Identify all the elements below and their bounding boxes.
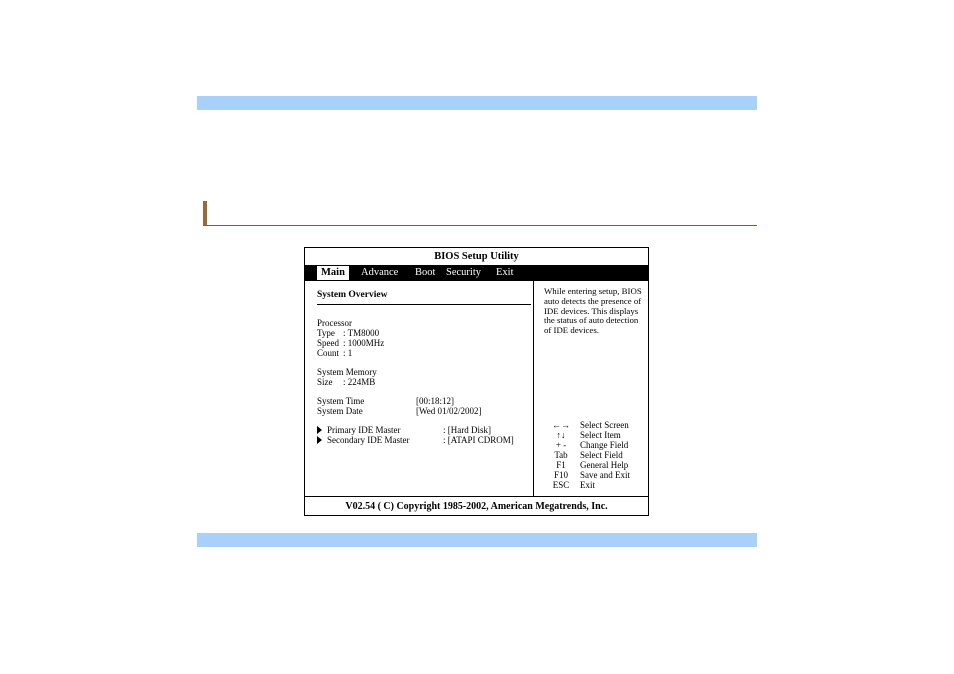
triangle-right-icon <box>317 426 322 434</box>
key-f10: F10 <box>553 470 568 480</box>
up-down-arrows-icon: ↑↓ <box>556 430 566 440</box>
top-color-band <box>197 96 757 110</box>
primary-ide-label[interactable]: Primary IDE Master <box>327 425 401 435</box>
speed-label: Speed <box>317 338 339 348</box>
date-label: System Date <box>317 406 363 416</box>
date-value[interactable]: [Wed 01/02/2002] <box>416 406 482 416</box>
key-desc-select-field: Select Field <box>580 450 623 460</box>
secondary-ide-value: : [ATAPI CDROM] <box>443 435 514 445</box>
type-label: Type <box>317 328 335 338</box>
processor-heading: Processor <box>317 318 352 328</box>
key-esc: ESC <box>552 480 570 490</box>
overview-title: System Overview <box>317 290 388 300</box>
section-divider <box>203 225 757 226</box>
key-f1: F1 <box>556 460 566 470</box>
bios-screenshot <box>304 247 649 516</box>
menu-advance[interactable]: Advance <box>361 267 399 278</box>
size-label: Size <box>317 377 333 387</box>
count-value: : 1 <box>343 348 353 358</box>
key-desc-change-field: Change Field <box>580 440 629 450</box>
bottom-color-band <box>197 533 757 547</box>
section-marker <box>203 201 207 226</box>
key-desc-save-exit: Save and Exit <box>580 470 630 480</box>
key-plus-minus: + - <box>555 440 567 450</box>
help-text: While entering setup, BIOS auto detects the presence of IDE devices. This displays the status of auto detection of IDE devices. <box>544 286 642 336</box>
time-value[interactable]: [00:18:12] <box>416 396 454 406</box>
bios-title: BIOS Setup Utility <box>434 251 519 262</box>
memory-heading: System Memory <box>317 367 377 377</box>
key-desc-general-help: General Help <box>580 460 629 470</box>
menu-security[interactable]: Security <box>446 267 481 278</box>
bios-menubar <box>305 265 648 281</box>
speed-value: : 1000MHz <box>343 338 385 348</box>
size-value: : 224MB <box>343 377 376 387</box>
primary-ide-value: : [Hard Disk] <box>443 425 491 435</box>
key-desc-select-screen: Select Screen <box>580 420 629 430</box>
count-label: Count <box>317 348 340 358</box>
triangle-right-icon <box>317 436 322 444</box>
key-tab: Tab <box>554 450 568 460</box>
key-desc-select-item: Select Item <box>580 430 621 440</box>
menu-main[interactable]: Main <box>317 266 349 280</box>
help-panel <box>534 281 648 496</box>
copyright-footer: V02.54 ( C) Copyright 1985-2002, American Megatrends, Inc. <box>305 496 648 517</box>
overview-rule <box>317 304 531 305</box>
time-label: System Time <box>317 396 365 406</box>
overview-panel <box>305 281 534 496</box>
left-right-arrows-icon: ←→ <box>552 420 570 430</box>
menu-boot[interactable]: Boot <box>415 267 436 278</box>
secondary-ide-label[interactable]: Secondary IDE Master <box>327 435 410 445</box>
type-value: : TM8000 <box>343 328 380 338</box>
menu-exit[interactable]: Exit <box>496 267 514 278</box>
key-desc-exit: Exit <box>580 480 595 490</box>
